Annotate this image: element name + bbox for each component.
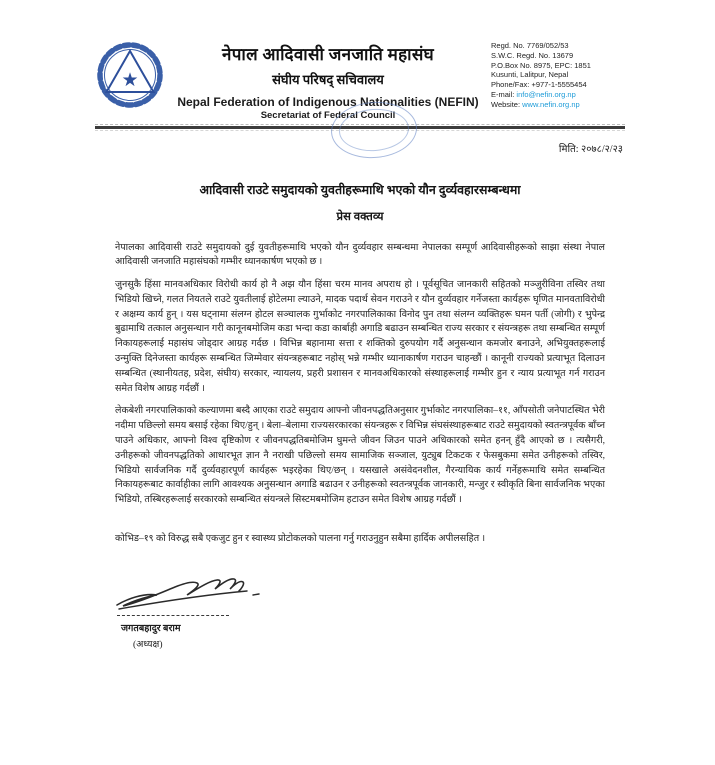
swc-regd-no: S.W.C. Regd. No. 13679: [491, 50, 574, 60]
website-label: Website:: [491, 99, 523, 109]
paragraph-3: लेकबेशी नगरपालिकाको कल्याणमा बस्दै आएका राउटे समुदाय आफ्नो जीवनपद्धतिअनुसार गुर्भाकोट नगरपालिका–११, आँपसोती जनेपाटस्थित भेरी नदीमा पछिल्लो समय बसाई रहेका थिए/हुन् । बेला–बेलामा राज्यसरकारका संयन्त्रहरू र विभिन्न संघसंस्थाहरूबाट राउटे समुदायको स्वतन्त्रपूर्वक बाँच्न पाउने अधिकार, आफ्नो विश्व दृष्टिकोण र जीवनपद्धतिबमोजिम घुमन्ते जीवन जिउन पाउने अधिकारको समेत हनन् हुँदै आएको छ । त्यसैगरी, उनीहरूको जीवनपद्धतिको आधारभूत ज्ञान नै नराखी पछिल्लो समय सामाजिक सञ्जाल, युट्युब टिकटक र फेसबुकमा समेत उनीहरूको तस्विर, भिडियो सार्वजनिक गर्दै दुर्व्यवहारपूर्ण कार्यहरू भइरहेका थिए/छन् । यसखाले असंवेदनशील, गैरन्यायिक कार्य गर्नेहरूमाथि समेत सम्बन्धित निकायहरूबाट कार्वाहीका लागि आवश्यक अनुसन्धान अगाडि बढाउन र उनीहरूको स्वतन्त्रपूर्वक जानकारी, मन्जुर र स्वीकृति बिना सार्वजनिक भएका भिडियो, तस्बिरहरूलाई सरकारको सम्बन्धित संयन्त्रले सिस्टमबमोजिम हटाउन समेत विशेष आग्रह गर्दछौं ।: [115, 406, 605, 506]
signature-underline: [117, 615, 229, 616]
website-value: www.nefin.org.np: [522, 99, 580, 109]
email-value: info@nefin.org.np: [516, 89, 576, 99]
po-box: P.O.Box No. 8975, EPC: 1851: [491, 60, 591, 70]
regd-no: Regd. No. 7769/052/53: [491, 41, 569, 50]
email-label: E-mail:: [491, 89, 517, 99]
signatory-title: (अध्यक्ष): [133, 639, 163, 650]
paragraph-covid-appeal: कोभिड–१९ को विरुद्ध सबै एकजुट हुन र स्वास्थ्य प्रोटोकलको पालना गर्नु गराउनुहुन सबैमा हार्दिक अपीलसहित ।: [115, 534, 486, 545]
signature-block: [113, 573, 313, 650]
nefin-logo-icon: [95, 40, 165, 110]
contact-block: [491, 38, 625, 110]
press-release-text: [115, 241, 605, 547]
document-body: [95, 38, 625, 650]
signature-icon: [113, 573, 273, 619]
letterhead: [95, 38, 625, 121]
press-release-subtitle: प्रेस वक्तव्य: [336, 210, 384, 223]
paragraph-1: नेपालका आदिवासी राउटे समुदायको दुई युवतीहरूमाथि भएको यौन दुर्व्यवहार सम्बन्धमा नेपालका सम्पूर्ण आदिवासीहरूको साझा संस्था नेपाल आदिवासी जनजाति महासंघको गम्भीर ध्यानकार्षण भएको छ ।: [115, 242, 605, 268]
svg-text:★: ★: [121, 69, 139, 91]
org-name-nepali: नेपाल आदिवासी जनजाति महासंघ: [221, 45, 435, 64]
address: Kusunti, Lalitpur, Nepal: [491, 70, 569, 80]
header-divider: [95, 124, 625, 131]
org-subtitle-english: Secretariat of Federal Council: [260, 110, 396, 121]
org-subtitle-nepali: संघीय परिषद् सचिवालय: [272, 72, 384, 87]
press-release-title: आदिवासी राउटे समुदायको युवतीहरूमाथि भएको यौन दुर्व्यवहारसम्बन्धमा: [199, 182, 521, 197]
phone-fax: Phone/Fax: +977-1-5555454: [491, 80, 587, 90]
website-line: [491, 100, 625, 110]
org-name-english: Nepal Federation of Indigenous Nationalities (NEFIN): [177, 95, 479, 109]
org-titles: [165, 38, 491, 121]
email-line: [491, 90, 625, 100]
signatory-name: जगतबहादुर बराम: [121, 623, 181, 634]
date-line: मिति: २०७८/२/२३: [558, 143, 623, 155]
paragraph-2: जुनसुकै हिंसा मानवअधिकार विरोधी कार्य हो नै अझ यौन हिंसा चरम मानव अपराध हो । पूर्वसूचित जानकारी सहितको मञ्जुरीविना तस्विर तथा भिडियो खिच्ने, गलत नियतले राउटे युवतीलाई होटेलमा ल्याउने, मादक पदार्थ सेवन गराउने र यौन दुर्व्यवहार गर्नेजस्ता कार्यहरू घृणित मानवताविरोधी र अक्षम्य कार्य हुन् । यस घट्नामा संलग्न होटल सञ्चालक गुर्भाकोट नगरपालिकाका विनोद पुन तथा संलग्न व्यक्तिहरू घमन पर्ती (जोगी) र भुपेन्द्र बुढामाथि तत्काल अनुसन्धान गरी कानूनबमोजिम कडा भन्दा कडा कार्बाही अगाडि बढाउन सम्बन्धित राज्य सरकार र संयन्त्रहरू तथा सम्बन्धित सम्पूर्ण निकायहरूलाई महासंघ जोड्दार आग्रह गर्दछ । विभिन्न बहानामा सत्ता र शक्तिको दुरुपयोग गर्दै अनुसन्धान कमजोर बनाउने, अभियुक्तहरूलाई उन्मुक्ति दिनेजस्ता कार्यहरू सम्बन्धित जिम्मेवार संयन्त्रहरूबाट नहोस् भन्ने गम्भीर ध्यानाकार्षण गराउन चाहन्छौं । कानूनी राज्यको प्रत्याभूत दिलाउन सम्बन्धित (स्थानीयतह, प्रदेश, संघीय) सरकार, न्यायलय, प्रहरी प्रशासन र मानवअधिकारको संस्थाहरूलाई गम्भीर हुन र न्याय प्रत्याभूत गर्न गराउन समेत विशेष आग्रह गर्दछौं ।: [115, 280, 605, 394]
